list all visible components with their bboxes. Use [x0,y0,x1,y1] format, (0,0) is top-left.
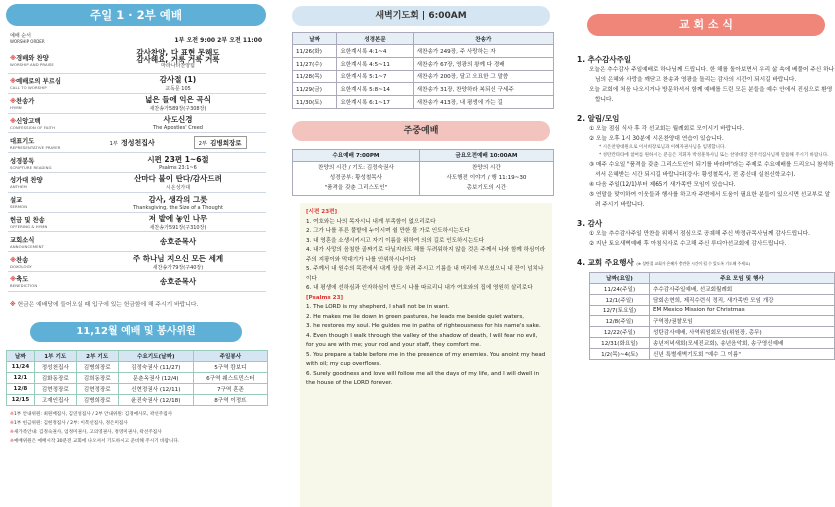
order-label-ko [10,96,90,105]
table-cell: 12/31(화요일) [590,337,650,348]
table-cell: 요한계시록 4:1~4 [337,45,413,58]
table-cell: 요한계시록 5:1~7 [337,70,413,83]
standing-mark: ※ [10,98,17,106]
table-cell: 송년저녁새회(모세진교회), 송년음악회, 송구영신예배 [650,337,835,348]
table-row [293,96,554,109]
order-row [8,272,266,292]
table-header: 주일봉사 [193,350,267,361]
order-content [90,276,266,287]
bullet-text: ④ 다음 주일(12/1)부터 제65기 새가족반 모임이 있습니다. [589,182,736,188]
table-cell: 새찬송가 67장, 영광의 왕께 다 경배 [413,57,553,70]
midweek-cell [293,161,420,195]
order-row [8,193,266,213]
order-name: 대표기도 [10,137,35,145]
news-banner: 교 회 소 식 [587,14,825,36]
table-cell: 김희동장로 [76,372,118,383]
midweek-line: "품격을 갖춘 그리스도인" [324,185,388,192]
table-row [590,337,835,348]
bullet-text: ② 지난 토요새벽예배 후 아침식사로 수고해 주신 루디아선교회에 감사드립니다. [589,241,787,247]
table-row [590,316,835,327]
bullet-text: 오늘 교회에 처음 나오시거나 방문하셔서 함께 예배를 드린 모든 분들을 예수 안에서 진심으로 환영합니다. [589,87,833,103]
psalm-title: [시편 23편] [306,209,338,215]
order-row [8,94,266,114]
bullet-item [589,124,835,134]
order-label [8,235,90,249]
table-cell: 11/26(화) [293,45,337,58]
order-sub: The Apostles' Creed [153,125,203,132]
table-header: 날짜 [293,33,337,45]
table-row [590,294,835,305]
order-sub: 새찬송가79장(구40장) [152,264,204,271]
order-title-2: 감사해요, 거룩 거룩 거룩 [136,55,220,64]
list-item: 3. 내 영혼을 소생시키시고 자기 이름을 위하여 의의 길로 인도하시는도다 [306,237,485,244]
order-label-ko [10,255,90,264]
table-row [590,305,835,316]
table-cell: 성탄감사예배, 사역위원회모임(위원장, 총무) [650,327,835,338]
table-cell: 6구역 웨스트민스터 [193,372,267,383]
table-row [590,348,835,359]
note-mark: ※ [10,301,16,308]
bullet-item [589,190,835,210]
table-row [7,361,268,372]
table-row [293,57,554,70]
order-content [90,213,266,231]
bullet-item [589,160,835,180]
thanksgiving-items [577,65,835,105]
order-name-en: WORSHIP AND PRAISE [10,61,54,67]
table-cell: 1/2(목)~4(토) [590,348,650,359]
list-item: 1. The LORD is my shepherd, I shall not be in want. [306,304,450,310]
order-title: 감사찬양, 다 표현 못해도 [136,48,220,57]
service-tag: 2부 [198,141,208,148]
table-row [293,70,554,83]
order-name-en: REPRESENTATIVE PRAYER [10,144,61,150]
list-item: 6. Surely goodness and love will follow me all the days of my life, and I will dwell in the house of the LORD forever. [306,370,540,386]
list-item: * 시온찬양대원으로 이서희장로님과 이혜자권사님을 임명합니다. [599,145,726,150]
standing-mark: ※ [10,117,17,125]
list-item: 2. He makes me lie down in green pastures, he leads me beside quiet waters, [306,313,525,320]
news-column [565,0,835,507]
table-cell: 김현정장로 [34,383,76,394]
order-content [90,49,266,70]
table-cell: 김병희장로 [76,361,118,372]
volunteers-table [6,350,268,406]
midweek-line: 찬양의 시간 / 기도: 김정숙권사 [318,165,394,172]
standing-mark: ※ [10,256,17,264]
table-cell: 11/29(금) [293,83,337,96]
news-body [577,54,835,360]
order-label-ko: 예배 순서 [10,33,31,39]
bullet-text: ③ 매주 수요일 "품격을 갖춘 그리스도인이 되기를 바라며"라는 주제로 수요예배를 드리오니 참석하셔서 은혜받는 시간 되시길 바랍니다(강사: 황성철목사, 전 총신대 실천신학교수). [589,162,834,178]
midweek-header: 금요오전예배 10:00AM [419,149,553,161]
order-sub: Thanksgiving, the Size of a Thought [133,204,223,211]
order-row [8,232,266,252]
order-label-ko [10,53,90,62]
thanks-items [577,229,835,249]
table-cell: 11/24 [7,361,35,372]
section-events [577,257,835,268]
order-row [8,133,266,153]
prayer-leaders [90,136,266,149]
table-cell: 12/1 [7,372,35,383]
note-text: 헌금은 예배당에 들어오실 때 입구에 있는 헌금함에 해 주시기 바랍니다. [17,301,199,308]
note-text: 새가족안내: 김정숙권사, 엄정미권사, 고의영권사, 정영미권사, 곽선주집사 [13,429,162,435]
table-cell: 요한계시록 5:8~14 [337,83,413,96]
notice-items [577,124,835,144]
order-name: 예배로의 부르심 [16,78,61,86]
events-note: (※ 성탄절 교회가 은혜가 충만한 시간이 될 수 있도록 기도해 주세요) [636,261,750,266]
bullet-item [589,180,835,190]
table-cell: 12/22(주일) [590,327,650,338]
midweek-header: 수요예배 7:00PM [293,149,420,161]
table-cell: 11/27(수) [293,57,337,70]
table-cell: 새찬송가 31장, 찬양하라 복되신 구세주 [413,83,553,96]
table-cell: 김현정장로 [76,383,118,394]
order-sub: 마라나타찬양팀 [161,63,195,69]
list-item: 5. You prepare a table before me in the presence of my enemies. You anoint my head with oil; my cup overflows. [306,351,546,367]
psalm-box [300,203,552,507]
list-item: * 성탄칸타타에 참여를 원하시는 분들은 지휘자 박성훈목사님 또는 찬양대장 전주석집사님께 말씀해 주시기 바랍니다. [599,153,829,158]
order-name: 축도 [16,276,29,284]
order-label-ko [10,116,90,125]
table-cell: 담회손현희, 제직수련식 정직, 새가족반 모임 개강 [650,294,835,305]
order-label [8,136,90,150]
table-header: 성경본문 [337,33,413,45]
order-label [8,255,90,269]
order-label-ko [10,156,90,165]
table-cell: 요한계시록 4:5~11 [337,57,413,70]
order-name: 교회소식 [10,236,35,244]
volunteers-banner: 11,12월 예배 및 봉사위원 [30,322,242,342]
leader-name: 정성천집사 [120,138,155,147]
table-cell: 정성천집사 [34,361,76,372]
events-table [589,272,835,360]
section-thanks: 3. 감사 [577,219,603,228]
order-name: 성가대 찬양 [10,177,43,185]
order-title: 넓은 들에 익은 곡식 [145,95,211,105]
notice-items-more [577,160,835,210]
bullet-item [589,239,835,249]
offering-note [10,299,262,308]
order-title: 저 밭에 놓인 나무 [148,213,208,223]
order-name-en: SERMON [10,204,28,210]
order-title: 사도신경 [163,115,193,125]
volunteer-note [10,437,272,446]
order-row [8,46,266,74]
prayer-first [109,138,154,148]
note-text: 1부 헌금위원: 김현정집사 / 2부: 이복선집사, 정은미집사 [13,420,128,426]
midweek-line: 찬양의 시간 [472,165,501,172]
note-mark: ※ [10,420,14,426]
standing-mark: ※ [10,78,17,86]
table-header: 2부 기도 [76,350,118,361]
volunteer-note [10,419,272,428]
midweek-banner: 주중예배 [292,121,550,141]
order-name-en: DOXOLOGY [10,263,32,269]
note-mark: ※ [10,438,14,444]
table-cell: 요한계시록 6:1~17 [337,96,413,109]
table-row [7,372,268,383]
order-content [90,194,266,211]
dawn-banner: 새벽기도회 | 6:00AM [292,6,550,26]
table-cell: 12/7(토요일) [590,305,650,316]
note-mark: ※ [10,429,14,435]
table-cell: 윤진숙권사 (12/18) [118,394,193,405]
order-sub: 새찬송가589장(구308장) [149,106,207,113]
note-text: 1부 안내위원: 최원배집사, 김연성집사 / 2부 안내위원: 김경예사모, 곽선주집사 [13,411,173,417]
table-cell: 신현정권사 (12/11) [118,383,193,394]
order-title: 감사, 생각의 그릇 [148,194,208,204]
order-title: 시편 23편 1~6절 [147,155,209,165]
order-label [8,274,90,288]
order-name: 찬송 [16,256,29,264]
table-row [590,327,835,338]
table-row [293,83,554,96]
order-row [8,74,266,94]
table-cell: 추수감사주일예배, 선교회월례회 [650,284,835,295]
order-row [8,114,266,134]
bullet-item [589,85,835,105]
psalm-en-title: [Psalms 23] [306,294,344,301]
worship-order-column [0,0,272,507]
table-cell: EM Mexico Mission for Christmas [650,305,835,316]
table-row [7,383,268,394]
dawn-table [292,32,554,109]
table-cell: 새찬송가 200장, 달고 오묘한 그 말씀 [413,70,553,83]
table-cell: 8구역 이정뜨 [193,394,267,405]
order-label [8,96,90,110]
order-label-en: WORSHIP ORDER [10,39,45,44]
volunteer-note [10,410,272,419]
order-label-ko [10,76,90,85]
table-header: 날짜(요일) [590,273,650,284]
table-cell: 12/8(주일) [590,316,650,327]
leader-name: 김병희장로 [210,139,242,148]
order-name-en: OFFERING & HYMN [10,223,48,229]
order-content [90,114,266,131]
bullet-text: ⑤ 연말을 맞이하여 이웃들과 행사를 하고자 주변에서 도움이 필요한 분들이 있으시면 선교부로 알려 주시기 바랍니다. [589,192,831,208]
table-cell: 새찬송가 249장, 주 사랑하는 자 [413,45,553,58]
table-cell: 12/8 [7,383,35,394]
order-title: 산마다 불이 탄다/감사드려 [134,174,222,184]
note-mark: ※ [10,411,14,417]
volunteer-note [10,428,272,437]
prayer-second [194,136,247,149]
standing-mark: ※ [10,54,17,62]
order-name: 성경봉독 [10,157,35,165]
order-header [10,32,262,44]
order-row [8,213,266,233]
standing-mark: ※ [10,276,17,284]
table-cell: 7구역 혼존 [193,383,267,394]
table-header: 1부 기도 [34,350,76,361]
order-name-en: CONFESSION OF FAITH [10,124,56,130]
notice-subitems [577,144,835,160]
table-row [590,284,835,295]
order-name-en: CALL TO WORSHIP [10,85,47,91]
psalm-english [306,303,546,389]
order-content [90,253,266,271]
order-label-ko [10,195,90,204]
table-cell: 고재인집사 [34,394,76,405]
midweek-cell [419,161,553,195]
order-sub: 새찬송가591장(구310장) [149,224,207,231]
order-label [8,175,90,189]
order-name-en: ANNOUNCEMENT [10,243,44,249]
table-cell: 문춘옥권사 (12/4) [118,372,193,383]
bullet-text: 오늘은 추수감사 주일예배로 하나님께 드립니다. 한 해를 돌아보면서 우리 삶 속에 베풀어 주신 하나님의 은혜와 사랑을 깨닫고 찬송과 영광을 돌리는 감사의 시간이 되시길 바랍니다. [589,67,835,83]
order-sub: 시온성가대 [165,185,191,192]
table-header: 날짜 [7,350,35,361]
table-cell: 새찬송가 413장, 내 평생에 가는 길 [413,96,553,109]
order-label [8,195,90,209]
order-title: 감사절 (1) [159,75,197,85]
table-cell: 11/28(목) [293,70,337,83]
order-content [90,173,266,191]
events-title: 4. 교회 주요행사 [577,258,634,267]
list-item: 6. 내 평생에 선하심과 인자하심이 반드시 나를 따르리니 내가 여호와의 집에 영원히 살리로다 [306,285,533,291]
order-label [8,156,90,170]
section-thanksgiving: 1. 추수감사주일 [577,55,632,64]
table-cell: 구역장/권찰모임 [650,316,835,327]
midweek-line: 성경공부: 황성철목사 [329,175,383,182]
table-header: 찬송가 [413,33,553,45]
bullet-text: ① 오늘 추수감사주일 만찬을 위해서 점심으로 공궤해 주신 박정규목사님께 감사드립니다. [589,231,810,237]
order-name: 경배와 찬양 [16,54,49,62]
note-text: 예배위원은 예배시작 30분전 교회에 나오셔서 기도하시고 준비해 주시기 바랍니다. [13,438,180,444]
table-cell: 11/30(토) [293,96,337,109]
bullet-text: ① 오늘 점심 식사 후 각 선교회는 월례회로 모이시기 바랍니다. [589,126,745,132]
worship-banner: 주일 1 · 2부 예배 [6,4,266,26]
midweek-line: 사도행전 이야기 / 행 11:19~30 [446,175,527,182]
list-item: 3. he restores my soul. He guides me in paths of righteousness for his name's sake. [306,323,541,329]
order-content [90,154,266,171]
table-cell: 11/24(주일) [590,284,650,295]
order-name: 설교 [10,197,23,205]
order-content [90,236,266,247]
table-header: 수요기도(날짜) [118,350,193,361]
table-row [293,45,554,58]
order-name: 찬송가 [16,98,35,106]
table-row [7,394,268,405]
midweek-table [292,149,554,196]
order-name-en: SCRIPTURE READING [10,164,52,170]
order-name: 신앙고백 [16,117,41,125]
order-label [8,215,90,229]
table-cell: 12/15 [7,394,35,405]
list-item: 1. 여호와는 나의 목자시니 내게 부족함이 없으리로다 [306,218,436,225]
order-row [8,173,266,193]
order-row [8,153,266,173]
midweek-line: 총보기도의 시간 [466,185,507,192]
order-list [8,46,266,292]
bullet-item [589,65,835,85]
list-item: 5. 주께서 내 원수의 목전에서 내게 상을 차려 주시고 기름을 내 머리에 부으셨으니 내 잔이 넘치나이다 [306,266,544,282]
table-cell: 12/1(주일) [590,294,650,305]
order-row [8,252,266,272]
order-name: 헌금 및 찬송 [10,216,45,224]
order-content [90,94,266,112]
service-times: 1부 오전 9:00 2부 오전 11:00 [174,37,262,44]
list-item: 4. Even though I walk through the valley of the shadow of death, I will fear no evil, for you are with me; your rod and your staff, they comfort me. [306,332,538,348]
order-label [8,53,90,67]
order-label [8,76,90,90]
list-item: 2. 그가 나를 푸른 풀밭에 누이시며 쉴 만한 물 가로 인도하시는도다 [306,228,470,234]
service-tag: 1부 [109,140,118,147]
order-title: 송호준목사 [159,237,197,247]
table-cell: 신년 특별새벽기도회 "예수 그 이름" [650,348,835,359]
bullet-item [589,229,835,239]
order-sub: Psalms 23:1~6 [159,165,197,172]
order-label [8,116,90,130]
table-cell: 김화동장로 [34,372,76,383]
psalm-korean [306,218,546,294]
list-item: 4. 내가 사망의 음침한 골짜기로 다닐지라도 해를 두려워하지 않을 것은 주께서 나와 함께 하심이라 주의 지팡이와 막대기가 나를 안위하시나이다 [306,247,546,263]
order-label-ko [10,274,90,283]
order-name-en: BENEDICTION [10,283,38,289]
order-title: 송호준목사 [159,276,197,286]
table-cell: 김정숙권사 (11/27) [118,361,193,372]
order-title: 주 하나님 지으신 모든 세계 [132,253,224,263]
table-cell: 5구역 캄보디 [193,361,267,372]
order-label-ko [10,235,90,244]
volunteer-notes [10,410,272,446]
section-notices: 2. 알림/모임 [577,114,620,123]
order-name-en: HYMN [10,105,22,111]
table-cell: 김병희장로 [76,394,118,405]
order-label-ko [10,136,90,145]
order-label-ko [10,215,90,224]
order-sub: 교독문 105 [165,86,191,93]
order-content [90,74,266,92]
table-header: 주요 모임 및 행사 [650,273,835,284]
order-label-ko [10,175,90,184]
order-name-en: ANTHEM [10,184,27,190]
bullet-text: ② 오늘 오후 1시 30분에 시온찬양대 연습이 있습니다. [589,136,724,142]
bullet-item [589,134,835,144]
